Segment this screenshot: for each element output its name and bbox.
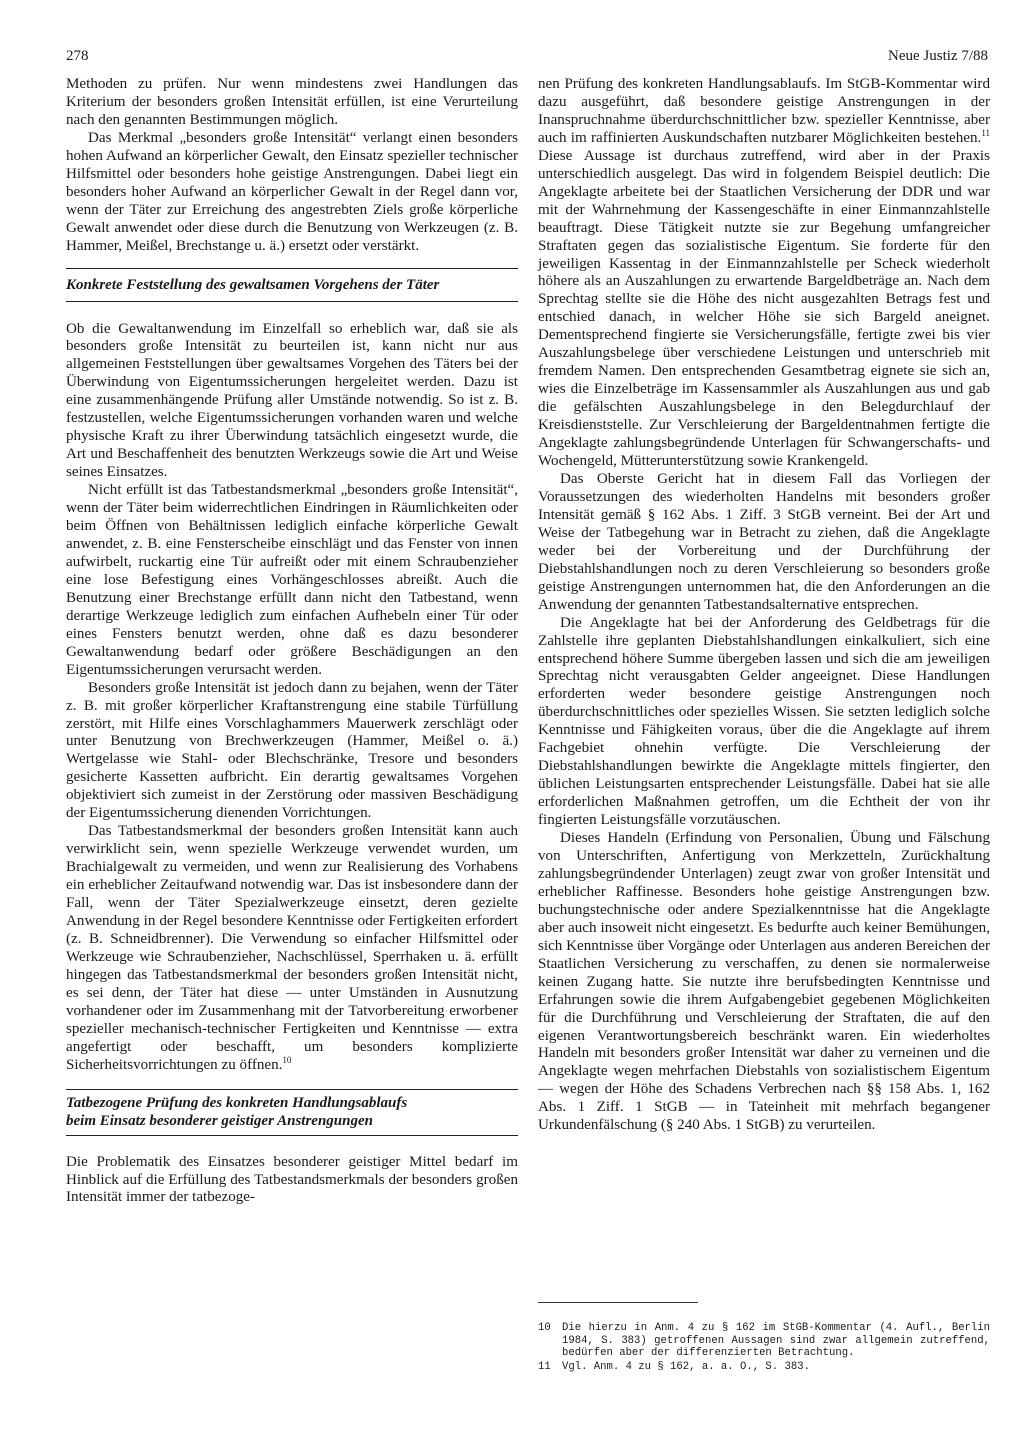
paragraph: Ob die Gewaltanwendung im Einzelfall so erheblich war, daß sie als besonders große Intensität zu beurteilen ist, kann nicht nur aus allgemeinen Feststellungen über gewaltsames Vorgehen des Täters bei der Überwindung von Eigentumssicherungen hergeleitet werden. Dazu ist eine zusammenhängende Prüfung aller Umstände notwendig. So ist z. B. festzustellen, welche Eigentumssicherungen vorhanden waren und welche physische Kraft zu ihrer Überwindung tatsächlich eingesetzt wurde, die Art und Beschaffenheit des benutzten Werkzeugs sowie die Art und Weise seines Einsatzes. xyxy=(66,320,518,481)
page-number: 278 xyxy=(66,48,89,64)
footnote-ref: 10 xyxy=(282,1054,292,1065)
running-header xyxy=(66,48,988,72)
paragraph: Das Merkmal „besonders große Intensität“ verlangt einen besonders hohen Aufwand an körperlicher Gewalt, den Einsatz spezieller technischer Hilfsmittel oder besonders hohe geistige Anstrengungen. Dabei liegt ein besonders hoher Aufwand an körperlicher Gewalt in der Regel dann vor, wenn der Täter zur Erreichung des angestrebten Ziels große körperliche Gewalt anwendet oder diese durch die Benutzung von Werkzeugen (z. B. Hammer, Meißel, Brechstange u. ä.) ersetzt oder verstärkt. xyxy=(66,129,518,254)
section-rule xyxy=(66,1135,518,1136)
paragraph: Das Oberste Gericht hat in diesem Fall das Vorliegen der Voraussetzungen des wiederholten Handelns mit besonders großer Intensität gemäß § 162 Abs. 1 Ziff. 3 StGB verneint. Bei der Art und Weise der Tatbegehung war in Betracht zu ziehen, daß die Angeklagte weder bei der Vorbereitung und der Durchführung der Diebstahlshandlungen noch zu deren Verschleierung so besonders große geistige Anstrengungen unternommen hat, die den Anforderungen an die Anwendung der genannten Tatbestandsalternative entsprechen. xyxy=(538,470,990,613)
paragraph: Besonders große Intensität ist jedoch dann zu bejahen, wenn der Täter z. B. mit großer körperlicher Kraftanstrengung eine stabile Türfüllung zerstört, mit Hilfe eines Vorschlaghammers Mauerwerk zerschlägt oder unter Benutzung von Brechwerkzeugen (Hammer, Meißel o. ä.) Wertgelasse wie Stahl- oder Blechschränke, Tresore und besonders gesicherte Kassetten aufbricht. Ein derartig gewaltsames Vorgehen objektiviert sich zumeist in der Zerstörung oder massiven Beschädigung der Eigentumssicherung dienenden Vorrichtungen. xyxy=(66,679,518,822)
paragraph-text: nen Prüfung des konkreten Handlungsablaufs. Im StGB-Kommentar wird dazu ausgeführt, daß besondere geistige Anstrengungen in der Inanspruchnahme überdurchschnittlicher bzw. spezieller Kenntnisse, aber auch im raffinierten Auskundschaften nutzbarer Möglichkeiten bestehen. xyxy=(538,76,990,146)
footnote-number: 11 xyxy=(538,1360,551,1373)
footnote-rule xyxy=(538,1302,698,1303)
footnote-text: Vgl. Anm. 4 zu § 162, a. a. O., S. 383. xyxy=(562,1360,810,1373)
footnote xyxy=(538,1322,990,1360)
journal-title: Neue Justiz 7/88 xyxy=(888,48,988,64)
footnote-text: Die hierzu in Anm. 4 zu § 162 im StGB-Kommentar (4. Aufl., Berlin 1984, S. 383) getroffenen Aussagen sind zwar allgemein zutreffend, bedürfen aber der differenzierten Betrachtung. xyxy=(562,1322,990,1360)
paragraph xyxy=(66,823,518,1074)
paragraph xyxy=(538,76,990,471)
section-heading-line: Tatbezogene Prüfung des konkreten Handlungsablaufs xyxy=(66,1094,408,1111)
paragraph: Methoden zu prüfen. Nur wenn mindestens zwei Handlungen das Kriterium der besonders großen Intensität erfüllen, ist eine Verurteilung nach den genannten Bestimmungen möglich. xyxy=(66,76,518,128)
left-column xyxy=(66,76,518,1207)
paragraph: Nicht erfüllt ist das Tatbestandsmerkmal „besonders große Intensität“, wenn der Täter beim widerrechtlichen Eindringen in Räumlichkeiten oder beim Öffnen von Behältnissen lediglich einfache körperliche Gewalt anwendet, z. B. eine Fensterscheibe einschlägt und das Fenster von innen aufwirbelt, ruckartig eine Tür aufreißt oder mit einem Schraubenzieher eine lose Befestigung eines Vorhängeschlosses abreißt. Auch die Benutzung einer Brechstange erfüllt dann nicht den Tatbestand, wenn derartige Werkzeuge lediglich zum einfachen Aufhebeln einer Tür oder eines Fensters benutzt werden, ohne daß es dazu besonderer Gewaltanwendung bedarf oder größere Beschädigungen an den Eigentumssicherungen verursacht werden. xyxy=(66,482,518,678)
section-rule xyxy=(66,1089,518,1090)
footnotes xyxy=(538,1322,990,1374)
section-rule xyxy=(66,301,518,302)
paragraph: Die Problematik des Einsatzes besonderer geistiger Mittel bedarf im Hinblick auf die Erfüllung des Tatbestandsmerkmals der besonders großen Intensität immer der tatbezoge- xyxy=(66,1153,518,1206)
footnote-ref: 11 xyxy=(981,127,990,138)
paragraph: Dieses Handeln (Erfindung von Personalien, Übung und Fälschung von Unterschriften, Anfertigung von Merkzetteln, Zurückhaltung zahlungsbegründender Unterlagen) zeugt zwar von großer Intensität und erheblicher Raffinesse. Besonders hohe geistige Anstrengungen bzw. buchungstechnische oder andere Spezialkenntnisse hat die Angeklagte aber auch insoweit nicht eingesetzt. Es bedurfte auch keiner Bemühungen, sich Kenntnisse über Vorgänge oder Unterlagen aus anderen Bereichen der Staatlichen Versicherung zu verschaffen, zu denen sie normalerweise keinen Zugang hatte. Sie nutzte ihre berufsbedingten Kenntnisse und Erfahrungen sowie die ihrem Aufgabengebiet gegebenen Möglichkeiten für die Durchführung und Verschleierung der Straftaten, die auf den eigenen Verantwortungsbereich beschränkt waren. Ein wiederholtes Handeln mit besonders großer Intensität war daher zu verneinen und die Angeklagte wegen mehrfachen Diebstahls von sozialistischem Eigentum — wegen der Höhe des Schadens Verbrechen nach §§ 158 Abs. 1, 162 Abs. 1 Ziff. 1 StGB — in Tateinheit mit mehrfach begangener Urkundenfälschung (§ 240 Abs. 1 StGB) zu verurteilen. xyxy=(538,830,990,1134)
paragraph: Die Angeklagte hat bei der Anforderung des Geldbetrags für die Zahlstelle ihre geplanten Diebstahlshandlungen einkalkuliert, sich eine entsprechend höhere Summe übergeben lassen und sich die am jeweiligen Sprechtag nicht verausgabten Gelder angeeignet. Diese Handlungen erforderten weder besondere geistige Anstrengungen noch überdurchschnittliches oder spezielles Wissen. Sie setzten lediglich solche Kenntnisse und Fähigkeiten voraus, über die die Angeklagte auf ihrem Fachgebiet ohnehin verfügte. Die Verschleierung der Diebstahlshandlungen bewirkte die Angeklagte mittels fingierter, den üblichen Leistungsarten entsprechender Leistungsfälle. Dabei hat sie alle erforderlichen Maßnahmen getroffen, um die Echtheit der von ihr fingierten Leistungsfälle vorzutäuschen. xyxy=(538,614,990,829)
footnote xyxy=(538,1361,990,1374)
paragraph-text: Das Tatbestandsmerkmal der besonders großen Intensität kann auch verwirklicht sein, wenn spezielle Werkzeuge verwendet wurden, um Brachialgewalt zu vermeiden, und wenn zur Realisierung des Vorhabens ein erheblicher Zeitaufwand notwendig war. Das ist insbesondere dann der Fall, wenn der Täter Spezialwerkzeuge einsetzt, deren gezielte Anwendung in der Regel besondere Kenntnisse oder Fertigkeiten erfordert (z. B. Schneidbrenner). Die Verwendung so einfacher Hilfsmittel oder Werkzeuge wie Schraubenzieher, Nachschlüssel, Sperrhaken u. ä. erfüllt hingegen das Tatbestandsmerkmal der besonders großen Intensität nicht, es sei denn, der Täter hat diese — unter Umständen in Ausnutzung vorhandener oder im Zusammenhang mit der Tatvorbereitung erworbener spezieller mechanisch-technischer Fertigkeiten und Kenntnisse — extra angefertigt oder beschafft, um besonders komplizierte Sicherheitsvorrichtungen zu öffnen. xyxy=(66,823,518,1073)
section-heading-line: beim Einsatz besonderer geistiger Anstrengungen xyxy=(66,1112,373,1129)
paragraph-text: Diese Aussage ist durchaus zutreffend, wird aber in der Praxis unterschiedlich ausgelegt. Das wird in folgendem Beispiel deutlich: Die Angeklagte arbeitete bei der Staatlichen Versicherung der DDR und war mit der Wahrnehmung der Kassengeschäfte in einer Einmannzahlstelle beauftragt. Diese Tätigkeit nutzte sie zur Begehung umfangreicher Straftaten gegen das sozialistische Eigentum. Sie forderte für den jeweiligen Kassentag in der Einmannzahlstelle per Scheck wiederholt höhere als an Auszahlungen zu erwartende Bargeldbeträge an. Nach dem Sprechtag stellte sie die Höhe des nicht ausgezahlten Betrags fest und entschied danach, in welcher Höhe sie sich Bargeld aneignet. Dementsprechend fingierte sie Versicherungsfälle, fertigte zwei bis vier Auszahlungsbelege über verschiedene Leistungen und unterschrieb mit fremdem Namen. Den entsprechenden Gesamtbetrag eignete sie sich an, wies die Einzelbeträge im Kassensammler als Auszahlungen aus und gab die gefälschten Auszahlungsbelege in den Belegdurchlauf der Kreisdienststelle. Zur Verschleierung der Bargeldentnahmen fertigte die Angeklagte zahlungsbegründende Unterlagen für Schwangerschafts- und Wochengeld, Mütterunterstützung sowie Krankengeld. xyxy=(538,147,990,470)
right-column xyxy=(538,76,990,1135)
footnote-number: 10 xyxy=(538,1322,551,1334)
section-rule xyxy=(66,268,518,269)
section-heading: Konkrete Feststellung des gewaltsamen Vorgehens der Täter xyxy=(66,276,440,293)
section-heading xyxy=(66,1094,518,1130)
